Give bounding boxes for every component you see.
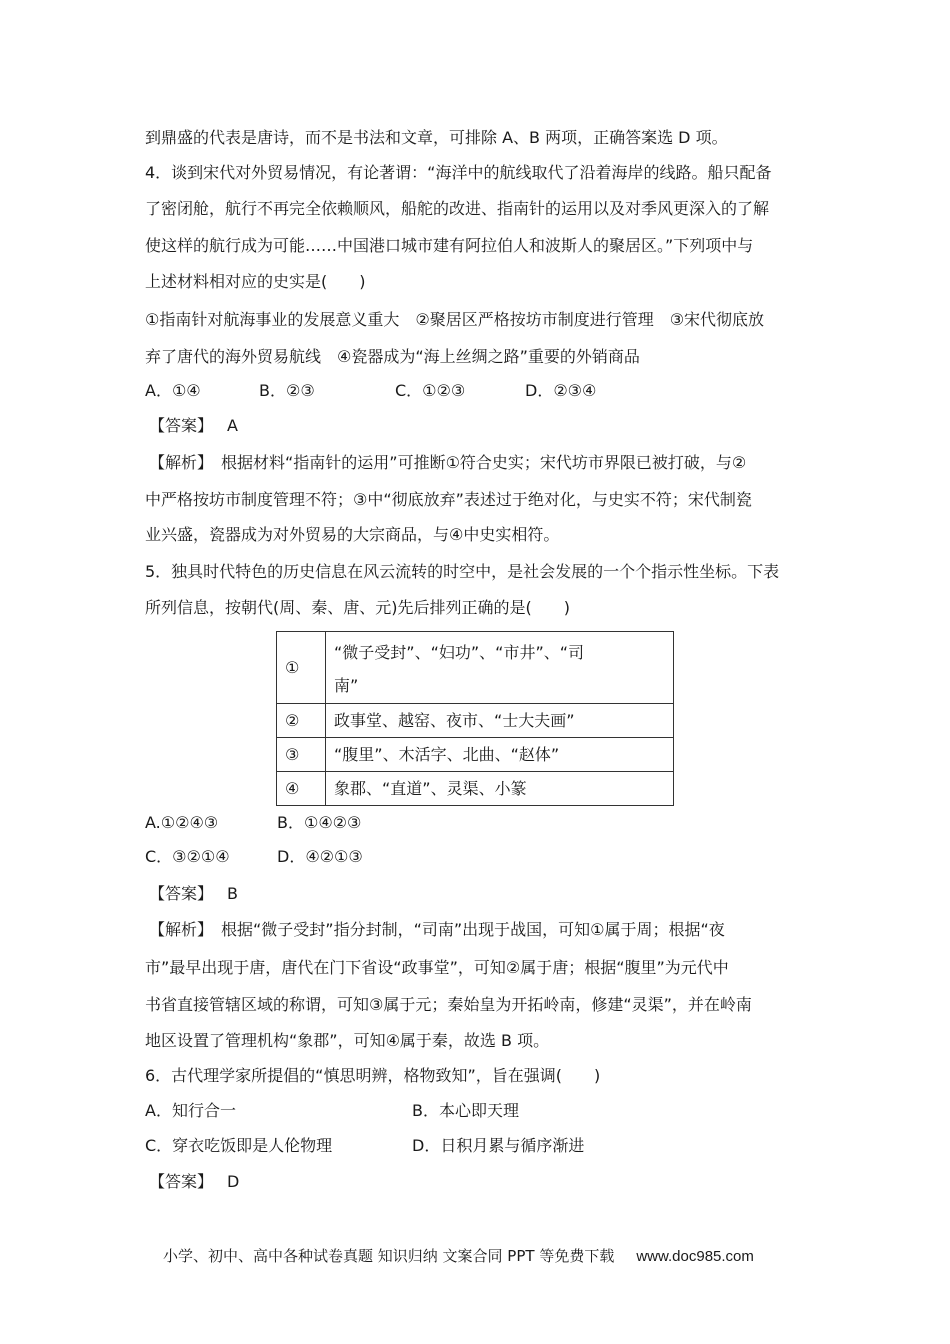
q4-option-b: B．②③ xyxy=(259,381,315,400)
question-5-stem: 5．独具时代特色的历史信息在风云流转的时空中，是社会发展的一个个指示性坐标。下表 xyxy=(145,562,780,581)
answer-label: 【答案】 xyxy=(149,416,214,435)
answer-label: 【答案】 xyxy=(149,1172,214,1191)
table-cell-text: “腹里”、木活字、北曲、“赵体” xyxy=(326,738,674,772)
table-row xyxy=(277,738,674,772)
answer-value: D xyxy=(227,1172,240,1191)
answer-label: 【答案】 xyxy=(149,884,214,903)
table-row xyxy=(277,632,674,704)
q4-analysis: 【解析】 根据材料“指南针的运用”可推断①符合史实；宋代坊市界限已被打破，与② xyxy=(149,453,747,472)
question-4-statements: 弃了唐代的海外贸易航线 ④瓷器成为“海上丝绸之路”重要的外销商品 xyxy=(145,347,640,366)
table-cell-line: “微子受封”、“妇功”、“市井”、“司 xyxy=(334,642,585,662)
q5-option-b: B．①④②③ xyxy=(277,813,362,832)
q5-answer xyxy=(149,884,238,904)
q5-option-a: A.①②④③ xyxy=(145,813,219,832)
q6-option-b: B．本心即天理 xyxy=(412,1101,519,1120)
answer-value: A xyxy=(227,416,238,435)
paragraph-line: 到鼎盛的代表是唐诗，而不是书法和文章，可排除 A、B 两项，正确答案选 D 项。 xyxy=(145,128,728,147)
table-row xyxy=(277,704,674,738)
table-cell-line: 南” xyxy=(334,675,359,695)
question-5-stem: 所列信息，按朝代(周、秦、唐、元)先后排列正确的是( ) xyxy=(145,598,570,617)
q6-option-c: C．穿衣吃饭即是人伦物理 xyxy=(145,1136,333,1155)
question-4-stem: 上述材料相对应的史实是( ) xyxy=(145,272,366,291)
question-4-stem: 了密闭舱，航行不再完全依赖顺风，船舵的改进、指南针的运用以及对季风更深入的了解 xyxy=(145,199,770,218)
q4-analysis: 中严格按坊市制度管理不符；③中“彻底放弃”表述过于绝对化，与史实不符；宋代制瓷 xyxy=(145,490,752,509)
q4-option-c: C．①②③ xyxy=(395,381,466,400)
q6-answer xyxy=(149,1172,239,1192)
q5-analysis: 书省直接管辖区域的称谓，可知③属于元；秦始皇为开拓岭南，修建“灵渠”，并在岭南 xyxy=(145,995,752,1014)
table-cell-num: ③ xyxy=(277,738,326,772)
table-cell-text: 象郡、“直道”、灵渠、小篆 xyxy=(326,772,674,806)
table-cell-text: 政事堂、越窑、夜市、“士大夫画” xyxy=(326,704,674,738)
table-cell-text xyxy=(326,632,674,704)
table-cell-num: ④ xyxy=(277,772,326,806)
q5-analysis: 【解析】 根据“微子受封”指分封制，“司南”出现于战国，可知①属于周；根据“夜 xyxy=(149,920,725,939)
q4-option-d: D．②③④ xyxy=(525,381,597,400)
q5-option-d: D．④②①③ xyxy=(277,847,363,866)
question-6-stem: 6．古代理学家所提倡的“慎思明辨，格物致知”，旨在强调( ) xyxy=(145,1066,601,1085)
question-4-stem: 使这样的航行成为可能……中国港口城市建有阿拉伯人和波斯人的聚居区。”下列项中与 xyxy=(145,236,754,255)
q6-option-a: A．知行合一 xyxy=(145,1101,236,1120)
q5-option-c: C．③②①④ xyxy=(145,847,230,866)
footer-text: 小学、初中、高中各种试卷真题 知识归纳 文案合同 PPT 等免费下载 xyxy=(163,1247,615,1265)
footer-url[interactable]: www.doc985.com xyxy=(636,1248,754,1265)
q5-analysis: 市”最早出现于唐，唐代在门下省设“政事堂”，可知②属于唐；根据“腹里”为元代中 xyxy=(145,958,729,977)
q5-analysis: 地区设置了管理机构“象郡”，可知④属于秦，故选 B 项。 xyxy=(145,1031,550,1050)
dynasty-info-table xyxy=(276,631,674,806)
table-cell-num: ① xyxy=(277,632,326,704)
q6-option-d: D．日积月累与循序渐进 xyxy=(412,1136,585,1155)
page-footer xyxy=(163,1246,754,1267)
question-4-statements: ①指南针对航海事业的发展意义重大 ②聚居区严格按坊市制度进行管理 ③宋代彻底放 xyxy=(145,310,765,329)
table-cell-num: ② xyxy=(277,704,326,738)
q4-analysis: 业兴盛，瓷器成为对外贸易的大宗商品，与④中史实相符。 xyxy=(145,525,560,544)
question-4-stem: 4．谈到宋代对外贸易情况，有论著谓：“海洋中的航线取代了沿着海岸的线路。船只配备 xyxy=(145,163,772,182)
q4-option-a: A．①④ xyxy=(145,381,201,400)
answer-value: B xyxy=(227,884,238,903)
q4-answer xyxy=(149,416,238,436)
table-row xyxy=(277,772,674,806)
